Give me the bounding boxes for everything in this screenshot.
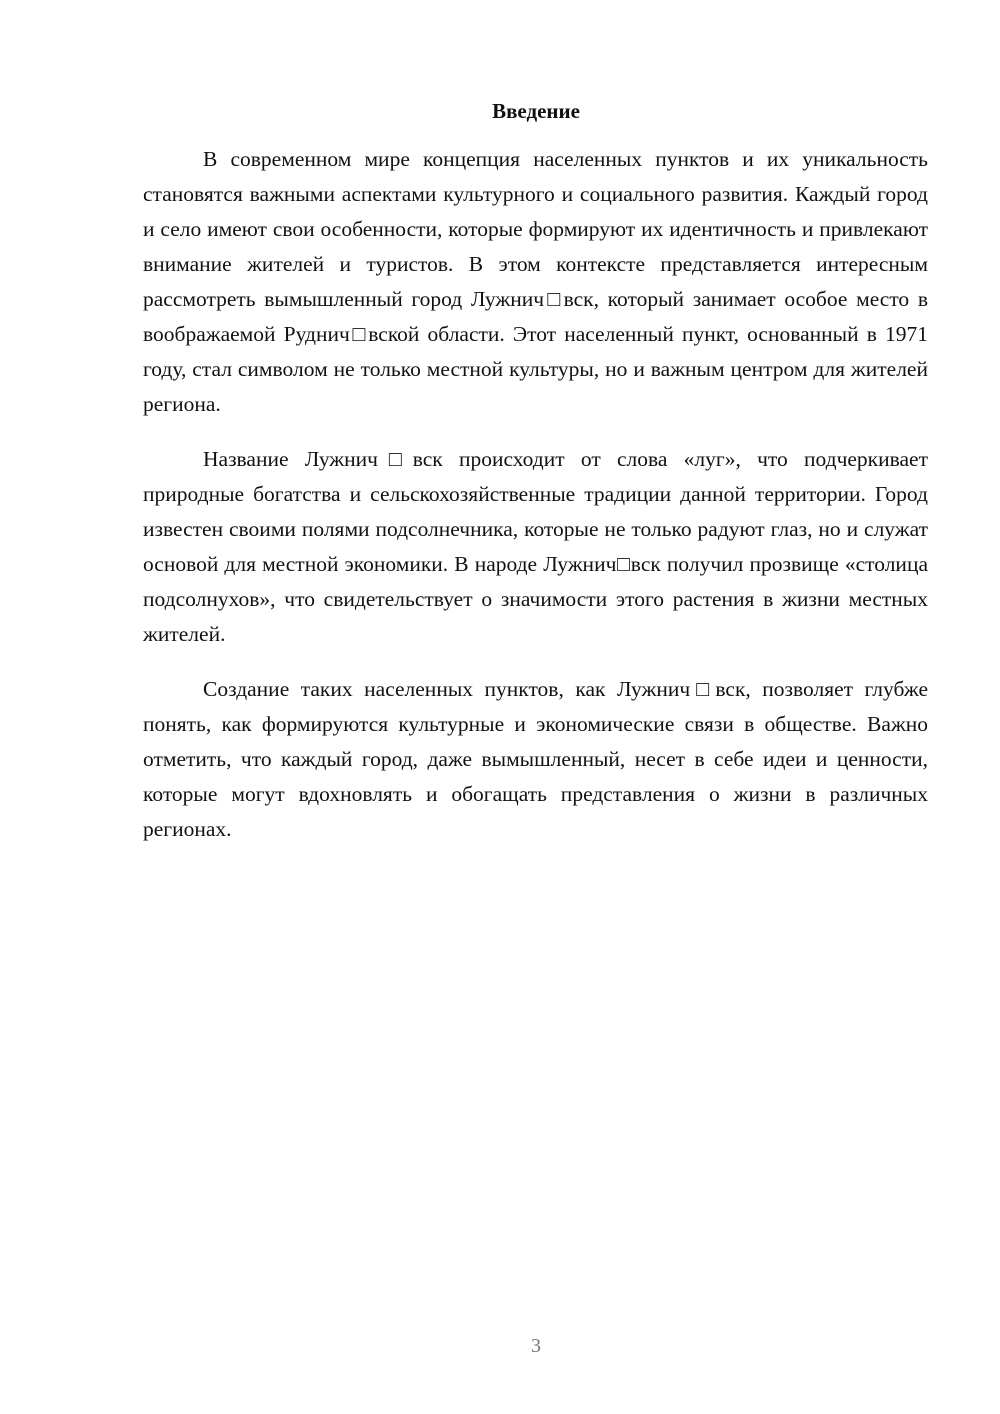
- paragraph-2: Название Лужнич□вск происходит от слова «луг», что подчеркивает природные богатства и сельскохозяйственные традиции данной территории. Город известен своими полями подсолнечника, которые не только радуют глаз, но и служат основой для местной экономики. В народе Лужнич□вск получил прозвище «столица подсолнухов», что свидетельствует о значимости этого растения в жизни местных жителей.: [143, 447, 928, 646]
- paragraph-3: Создание таких населенных пунктов, как Лужнич□вск, позволяет глубже понять, как формируются культурные и экономические связи в обществе. Важно отметить, что каждый город, даже вымышленный, несет в себе идеи и ценности, которые могут вдохновлять и обогащать представления о жизни в различных регионах.: [143, 677, 928, 841]
- body-text: [143, 142, 928, 867]
- page-number: 3: [531, 1335, 541, 1357]
- paragraph-1: В современном мире концепция населенных пунктов и их уникальность становятся важными аспектами культурного и социального развития. Каждый город и село имеют свои особенности, которые формируют их идентичность и привлекают внимание жителей и туристов. В этом контексте представляется интересным рассмотреть вымышленный город Лужнич□вск, который занимает особое место в воображаемой Руднич□вской области. Этот населенный пункт, основанный в 1971 году, стал символом не только местной культуры, но и важным центром для жителей региона.: [143, 147, 928, 416]
- page-title: Введение: [492, 99, 580, 123]
